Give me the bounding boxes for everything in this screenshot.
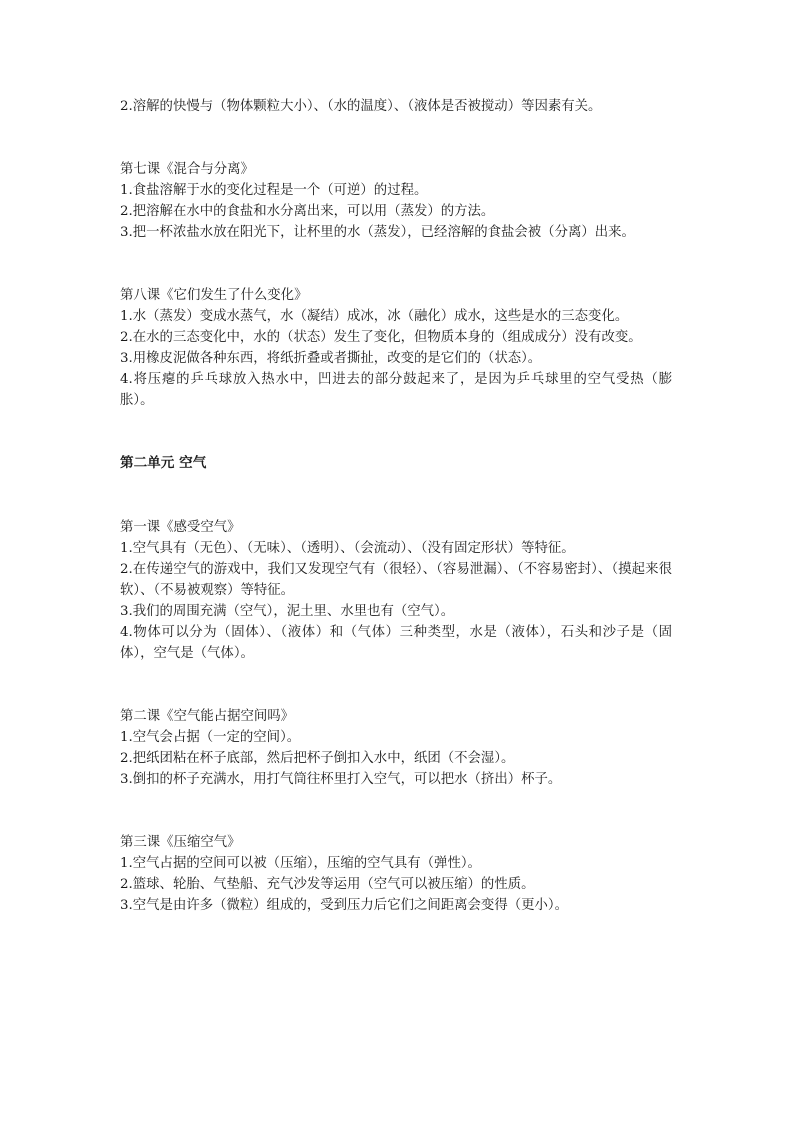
lesson-8-item-2: 2.在水的三态变化中，水的（状态）发生了变化，但物质本身的（组成成分）没有改变。	[120, 330, 642, 345]
lesson-7-item-3: 3.把一杯浓盐水放在阳光下，让杯里的水（蒸发），已经溶解的食盐会被（分离）出来。	[120, 225, 635, 240]
unit-2-lesson-1-item-3: 3.我们的周围充满（空气），泥土里、水里也有（空气）。	[120, 604, 455, 619]
lesson-8-section	[120, 285, 672, 411]
unit-2-lesson-3-item-3: 3.空气是由许多（微粒）组成的，受到压力后它们之间距离会变得（更小）。	[120, 898, 568, 913]
unit-2-lesson-1-item-1: 1.空气具有（无色）、（无味）、（透明）、（会流动）、（没有固定形状）等特征。	[120, 541, 575, 556]
unit-2-lesson-2-title: 第二课《空气能占据空间吗》	[120, 709, 295, 724]
unit-2-lesson-1-item-2: 2.在传递空气的游戏中，我们又发现空气有（很轻）、（容易泄漏）、（不容易密封）、（摸起来很软）、（不易被观察）等特征。	[120, 562, 672, 598]
lesson-7-item-2: 2.把溶解在水中的食盐和水分离出来，可以用（蒸发）的方法。	[120, 204, 495, 219]
lesson-8-item-4: 4.将压瘪的乒乓球放入热水中，凹进去的部分鼓起来了，是因为乒乓球里的空气受热（膨胀）。	[120, 372, 672, 408]
lesson-7-item-1: 1.食盐溶解于水的变化过程是一个（可逆）的过程。	[120, 183, 428, 198]
lesson-8-title: 第八课《它们发生了什么变化》	[120, 288, 308, 303]
lesson-8-item-3: 3.用橡皮泥做各种东西，将纸折叠或者撕扯，改变的是它们的（状态）。	[120, 351, 542, 366]
unit-2-lesson-3-section	[120, 832, 672, 916]
document-content	[120, 96, 672, 916]
lesson-7-section	[120, 159, 672, 243]
unit-2-title: 第二单元 空气	[120, 455, 207, 471]
unit-2-lesson-2-item-2: 2.把纸团粘在杯子底部，然后把杯子倒扣入水中，纸团（不会湿）。	[120, 751, 515, 766]
lesson-7-title: 第七课《混合与分离》	[120, 162, 254, 177]
unit-2-lesson-2-section	[120, 706, 672, 790]
unit-2-lesson-1-item-4: 4.物体可以分为（固体）、（液体）和（气体）三种类型，水是（液体），石头和沙子是（固体），空气是（气体）。	[120, 625, 672, 661]
lesson-8-item-1: 1.水（蒸发）变成水蒸气，水（凝结）成冰，冰（融化）成水，这些是水的三态变化。	[120, 309, 629, 324]
unit-2-lesson-3-title: 第三课《压缩空气》	[120, 835, 241, 850]
unit-2-lesson-3-item-1: 1.空气占据的空间可以被（压缩），压缩的空气具有（弹性）。	[120, 856, 481, 871]
dissolve-speed-item: 2.溶解的快慢与（物体颗粒大小）、（水的温度）、（液体是否被搅动）等因素有关。	[120, 99, 602, 114]
unit-2-lesson-1-title: 第一课《感受空气》	[120, 520, 241, 535]
unit-2-lesson-3-item-2: 2.篮球、轮胎、气垫船、充气沙发等运用（空气可以被压缩）的性质。	[120, 877, 535, 892]
unit-2-lesson-2-item-3: 3.倒扣的杯子充满水，用打气筒往杯里打入空气，可以把水（挤出）杯子。	[120, 772, 562, 787]
unit-2-lesson-2-item-1: 1.空气会占据（一定的空间）。	[120, 730, 301, 745]
unit-2-lesson-1-section	[120, 517, 672, 664]
